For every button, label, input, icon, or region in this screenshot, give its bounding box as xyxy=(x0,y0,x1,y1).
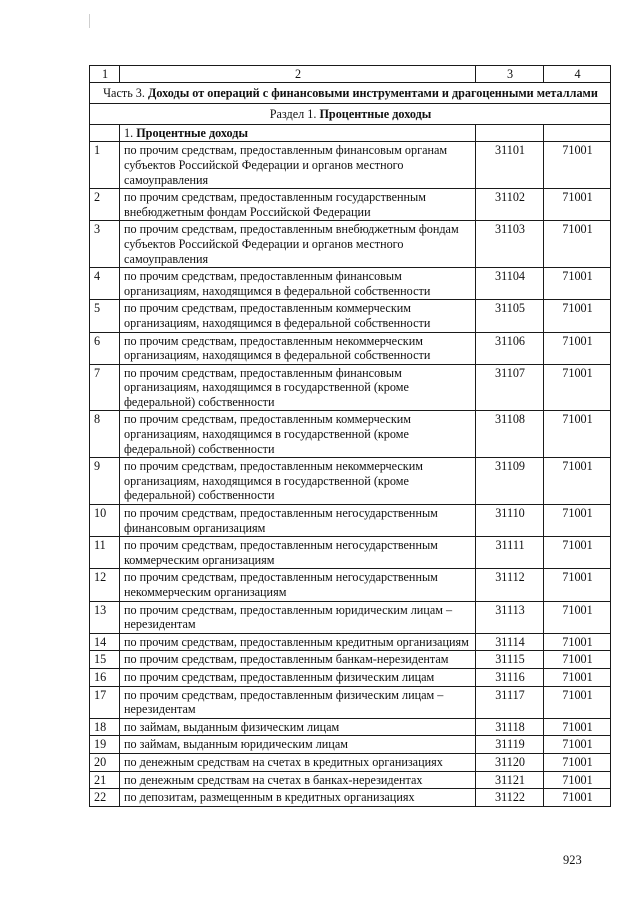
symbol-code: 71001 xyxy=(544,736,611,754)
table-row xyxy=(90,221,611,268)
symbol-code: 71001 xyxy=(544,569,611,601)
table-row xyxy=(90,300,611,332)
table-row xyxy=(90,268,611,300)
row-number: 7 xyxy=(90,364,120,411)
table-row xyxy=(90,633,611,651)
account-code: 31113 xyxy=(476,601,544,633)
account-code: 31122 xyxy=(476,789,544,807)
row-number: 12 xyxy=(90,569,120,601)
empty-cell xyxy=(544,124,611,142)
symbol-code: 71001 xyxy=(544,411,611,458)
row-description: по прочим средствам, предоставленным внебюджетным фондам субъектов Российской Федерации и органов местного самоуправления xyxy=(120,221,476,268)
subsection-prefix: 1. xyxy=(124,125,137,140)
row-number: 13 xyxy=(90,601,120,633)
row-description: по прочим средствам, предоставленным негосударственным финансовым организациям xyxy=(120,505,476,537)
table-row xyxy=(90,718,611,736)
column-number-row xyxy=(90,66,611,83)
symbol-code: 71001 xyxy=(544,718,611,736)
symbol-code: 71001 xyxy=(544,753,611,771)
row-description: по прочим средствам, предоставленным финансовым организациям, находящимся в государственной (кроме федеральной) собственности xyxy=(120,364,476,411)
account-code: 31105 xyxy=(476,300,544,332)
row-number: 6 xyxy=(90,332,120,364)
account-code: 31116 xyxy=(476,668,544,686)
row-description: по займам, выданным юридическим лицам xyxy=(120,736,476,754)
row-description: по прочим средствам, предоставленным физическим лицам – нерезидентам xyxy=(120,686,476,718)
account-code: 31120 xyxy=(476,753,544,771)
section-title: Процентные доходы xyxy=(319,107,432,122)
row-description: по прочим средствам, предоставленным банкам-нерезидентам xyxy=(120,651,476,669)
row-description: по депозитам, размещенным в кредитных организациях xyxy=(120,789,476,807)
row-description: по прочим средствам, предоставленным негосударственным коммерческим организациям xyxy=(120,537,476,569)
row-number: 16 xyxy=(90,668,120,686)
empty-cell xyxy=(90,124,120,142)
section-prefix: Раздел 1. xyxy=(269,107,320,122)
row-number: 3 xyxy=(90,221,120,268)
part-heading-row xyxy=(90,82,611,104)
part-title: Доходы от операций с финансовыми инструментами и драгоценными металлами xyxy=(147,85,598,100)
account-code: 31115 xyxy=(476,651,544,669)
table-row xyxy=(90,686,611,718)
subsection-title: Процентные доходы xyxy=(136,125,248,140)
row-number: 19 xyxy=(90,736,120,754)
symbol-code: 71001 xyxy=(544,189,611,221)
table-row xyxy=(90,569,611,601)
row-description: по прочим средствам, предоставленным юридическим лицам – нерезидентам xyxy=(120,601,476,633)
row-description: по прочим средствам, предоставленным коммерческим организациям, находящимся в государственной (кроме федеральной) собственности xyxy=(120,411,476,458)
account-code: 31108 xyxy=(476,411,544,458)
symbol-code: 71001 xyxy=(544,537,611,569)
section-heading-row xyxy=(90,104,611,125)
row-number: 10 xyxy=(90,505,120,537)
row-number: 2 xyxy=(90,189,120,221)
account-code: 31117 xyxy=(476,686,544,718)
symbol-code: 71001 xyxy=(544,601,611,633)
subsection-row xyxy=(90,124,611,142)
table-row xyxy=(90,736,611,754)
row-number: 20 xyxy=(90,753,120,771)
table-row xyxy=(90,189,611,221)
table-row xyxy=(90,142,611,189)
row-description: по прочим средствам, предоставленным негосударственным некоммерческим организациям xyxy=(120,569,476,601)
account-code: 31119 xyxy=(476,736,544,754)
table-row xyxy=(90,668,611,686)
symbol-code: 71001 xyxy=(544,686,611,718)
row-number: 18 xyxy=(90,718,120,736)
part-prefix: Часть 3. xyxy=(103,85,148,100)
table-row xyxy=(90,753,611,771)
page-number: 923 xyxy=(563,853,582,867)
subsection-heading xyxy=(120,124,476,142)
income-codes-table xyxy=(89,65,611,807)
row-description: по прочим средствам, предоставленным коммерческим организациям, находящимся в федеральной собственности xyxy=(120,300,476,332)
table-row xyxy=(90,332,611,364)
account-code: 31103 xyxy=(476,221,544,268)
row-description: по прочим средствам, предоставленным некоммерческим организациям, находящимся в федеральной собственности xyxy=(120,332,476,364)
account-code: 31121 xyxy=(476,771,544,789)
row-number: 8 xyxy=(90,411,120,458)
row-number: 17 xyxy=(90,686,120,718)
row-number: 21 xyxy=(90,771,120,789)
table-row xyxy=(90,458,611,505)
row-number: 5 xyxy=(90,300,120,332)
symbol-code: 71001 xyxy=(544,651,611,669)
row-description: по прочим средствам, предоставленным государственным внебюджетным фондам Российской Федерации xyxy=(120,189,476,221)
column-number-1: 1 xyxy=(90,66,120,83)
symbol-code: 71001 xyxy=(544,789,611,807)
account-code: 31104 xyxy=(476,268,544,300)
account-code: 31112 xyxy=(476,569,544,601)
account-code: 31110 xyxy=(476,505,544,537)
row-number: 4 xyxy=(90,268,120,300)
symbol-code: 71001 xyxy=(544,458,611,505)
symbol-code: 71001 xyxy=(544,332,611,364)
account-code: 31109 xyxy=(476,458,544,505)
row-number: 9 xyxy=(90,458,120,505)
symbol-code: 71001 xyxy=(544,668,611,686)
row-description: по прочим средствам, предоставленным кредитным организациям xyxy=(120,633,476,651)
account-code: 31111 xyxy=(476,537,544,569)
symbol-code: 71001 xyxy=(544,142,611,189)
account-code: 31118 xyxy=(476,718,544,736)
scan-artifact xyxy=(89,14,90,28)
row-number: 15 xyxy=(90,651,120,669)
row-description: по денежным средствам на счетах в банках-нерезидентах xyxy=(120,771,476,789)
row-number: 14 xyxy=(90,633,120,651)
account-code: 31114 xyxy=(476,633,544,651)
table-row xyxy=(90,364,611,411)
row-number: 11 xyxy=(90,537,120,569)
symbol-code: 71001 xyxy=(544,268,611,300)
table-row xyxy=(90,601,611,633)
row-number: 22 xyxy=(90,789,120,807)
symbol-code: 71001 xyxy=(544,300,611,332)
symbol-code: 71001 xyxy=(544,633,611,651)
symbol-code: 71001 xyxy=(544,771,611,789)
row-description: по денежным средствам на счетах в кредитных организациях xyxy=(120,753,476,771)
row-description: по прочим средствам, предоставленным финансовым органам субъектов Российской Федерации и органов местного самоуправления xyxy=(120,142,476,189)
account-code: 31102 xyxy=(476,189,544,221)
symbol-code: 71001 xyxy=(544,505,611,537)
row-description: по прочим средствам, предоставленным финансовым организациям, находящимся в федеральной собственности xyxy=(120,268,476,300)
table-row xyxy=(90,537,611,569)
table-row xyxy=(90,411,611,458)
row-description: по прочим средствам, предоставленным физическим лицам xyxy=(120,668,476,686)
account-code: 31101 xyxy=(476,142,544,189)
row-description: по займам, выданным физическим лицам xyxy=(120,718,476,736)
row-number: 1 xyxy=(90,142,120,189)
table-row xyxy=(90,505,611,537)
table-row xyxy=(90,789,611,807)
account-code: 31106 xyxy=(476,332,544,364)
column-number-4: 4 xyxy=(544,66,611,83)
section-heading xyxy=(90,104,611,125)
empty-cell xyxy=(476,124,544,142)
part-heading xyxy=(90,82,611,104)
column-number-2: 2 xyxy=(120,66,476,83)
symbol-code: 71001 xyxy=(544,221,611,268)
table-row xyxy=(90,651,611,669)
table-row xyxy=(90,771,611,789)
account-code: 31107 xyxy=(476,364,544,411)
column-number-3: 3 xyxy=(476,66,544,83)
row-description: по прочим средствам, предоставленным некоммерческим организациям, находящимся в государственной (кроме федеральной) собственности xyxy=(120,458,476,505)
symbol-code: 71001 xyxy=(544,364,611,411)
